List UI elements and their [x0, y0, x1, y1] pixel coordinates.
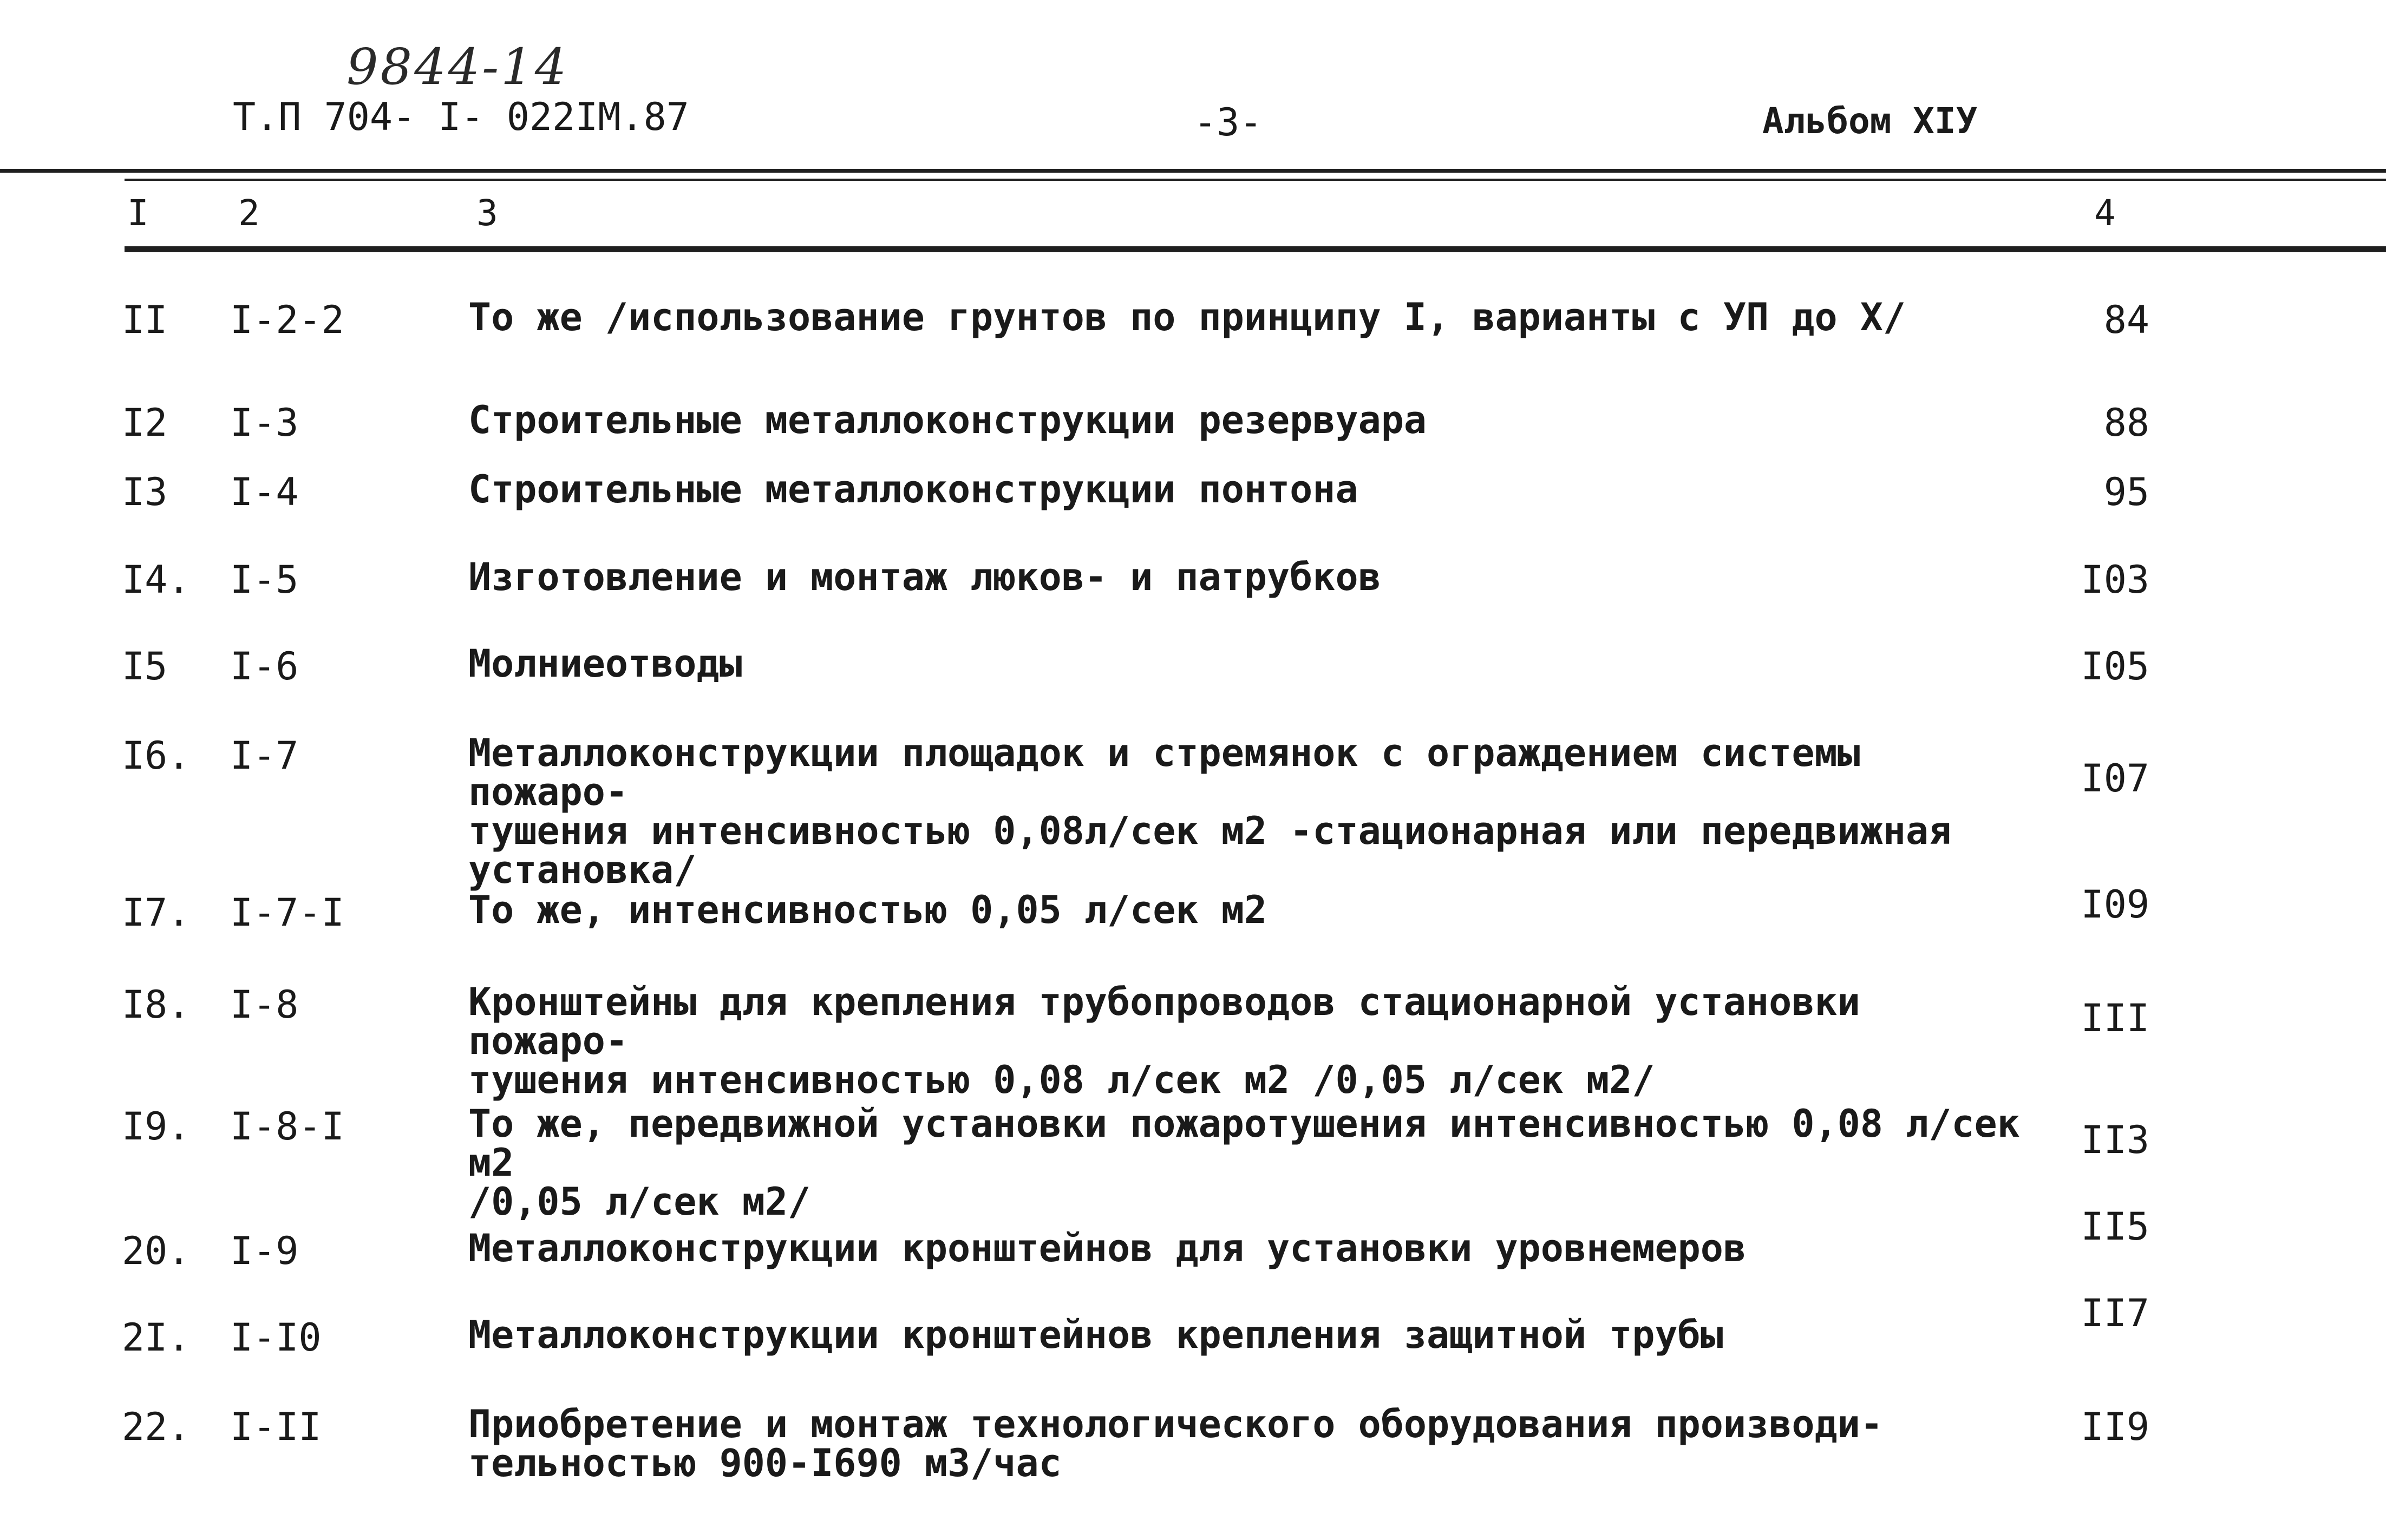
- row-title: Молниеотводы: [468, 641, 742, 686]
- row-number: II: [122, 298, 168, 342]
- row-number: 22.: [122, 1405, 191, 1449]
- row-code: I-2-2: [230, 298, 344, 342]
- row-code: I-8-I: [230, 1104, 344, 1149]
- row-number: I9.: [122, 1104, 191, 1149]
- row-title: Приобретение и монтаж технологического оборудования производи- тельностью 900-I690 м3/час: [468, 1402, 1883, 1485]
- row-title: Строительные металлоконструкции понтона: [468, 467, 1358, 512]
- album-label: Альбом XIУ: [1762, 100, 1978, 142]
- row-title: Металлоконструкции кронштейнов крепления защитной трубы: [468, 1313, 1723, 1357]
- row-page: II9: [2081, 1405, 2149, 1449]
- row-code: I-5: [230, 558, 299, 602]
- row-number: I6.: [122, 733, 191, 778]
- header-rule: [0, 169, 2386, 173]
- row-page: I03: [2081, 558, 2149, 602]
- row-page: 84: [2103, 298, 2149, 342]
- row-number: 2I.: [122, 1315, 191, 1360]
- column-header-2: 2: [238, 192, 260, 234]
- row-number: 20.: [122, 1229, 191, 1273]
- row-page: II7: [2081, 1291, 2149, 1335]
- row-number: I4.: [122, 558, 191, 602]
- row-code: I-4: [230, 470, 299, 514]
- row-code: I-I0: [230, 1315, 322, 1360]
- handwritten-number: 9844-14: [347, 38, 569, 96]
- row-code: I-9: [230, 1229, 299, 1273]
- row-number: I3: [122, 470, 168, 514]
- row-number: I8.: [122, 982, 191, 1027]
- row-title: То же, интенсивностью 0,05 л/сек м2: [468, 888, 1267, 932]
- row-title: Изготовление и монтаж люков- и патрубков: [468, 555, 1381, 599]
- row-page: 88: [2103, 401, 2149, 445]
- header-rule-secondary: [125, 179, 2386, 181]
- row-page: I07: [2081, 756, 2149, 801]
- row-page: I05: [2081, 644, 2149, 689]
- row-title: Металлоконструкции кронштейнов для установки уровнемеров: [468, 1226, 1747, 1270]
- row-title: Строительные металлоконструкции резервуара: [468, 398, 1427, 442]
- row-title: То же, передвижной установки пожаротушения интенсивностью 0,08 л/сек м2 /0,05 л/сек м2/: [468, 1102, 2020, 1224]
- row-code: I-7-I: [230, 890, 344, 935]
- page-number: -3-: [1194, 100, 1263, 145]
- row-code: I-8: [230, 982, 299, 1027]
- column-header-1: I: [127, 192, 149, 234]
- column-header-4: 4: [2094, 192, 2116, 234]
- row-code: I-7: [230, 733, 299, 778]
- row-page: 95: [2103, 470, 2149, 514]
- row-title: Металлоконструкции площадок и стремянок с ограждением системы пожаро- тушения интенсивностью 0,08л/сек м2 -стационарная или передвижная установка/: [468, 731, 1952, 892]
- document-code: Т.П 704- I- 022IМ.87: [233, 95, 689, 139]
- column-header-3: 3: [476, 192, 498, 234]
- row-title: Кронштейны для крепления трубопроводов стационарной установки пожаро- тушения интенсивностью 0,08 л/сек м2 /0,05 л/сек м2/: [468, 980, 1860, 1102]
- row-title: То же /использование грунтов по принципу I, варианты с УП до Х/: [468, 295, 1906, 339]
- row-code: I-3: [230, 401, 299, 445]
- row-page: II3: [2081, 1118, 2149, 1162]
- row-page: II5: [2081, 1204, 2149, 1249]
- row-page: I09: [2081, 882, 2149, 927]
- column-header-rule: [125, 246, 2386, 252]
- row-code: I-6: [230, 644, 299, 689]
- row-number: I5: [122, 644, 168, 689]
- row-number: I2: [122, 401, 168, 445]
- row-page: III: [2081, 996, 2149, 1040]
- row-code: I-II: [230, 1405, 322, 1449]
- row-number: I7.: [122, 890, 191, 935]
